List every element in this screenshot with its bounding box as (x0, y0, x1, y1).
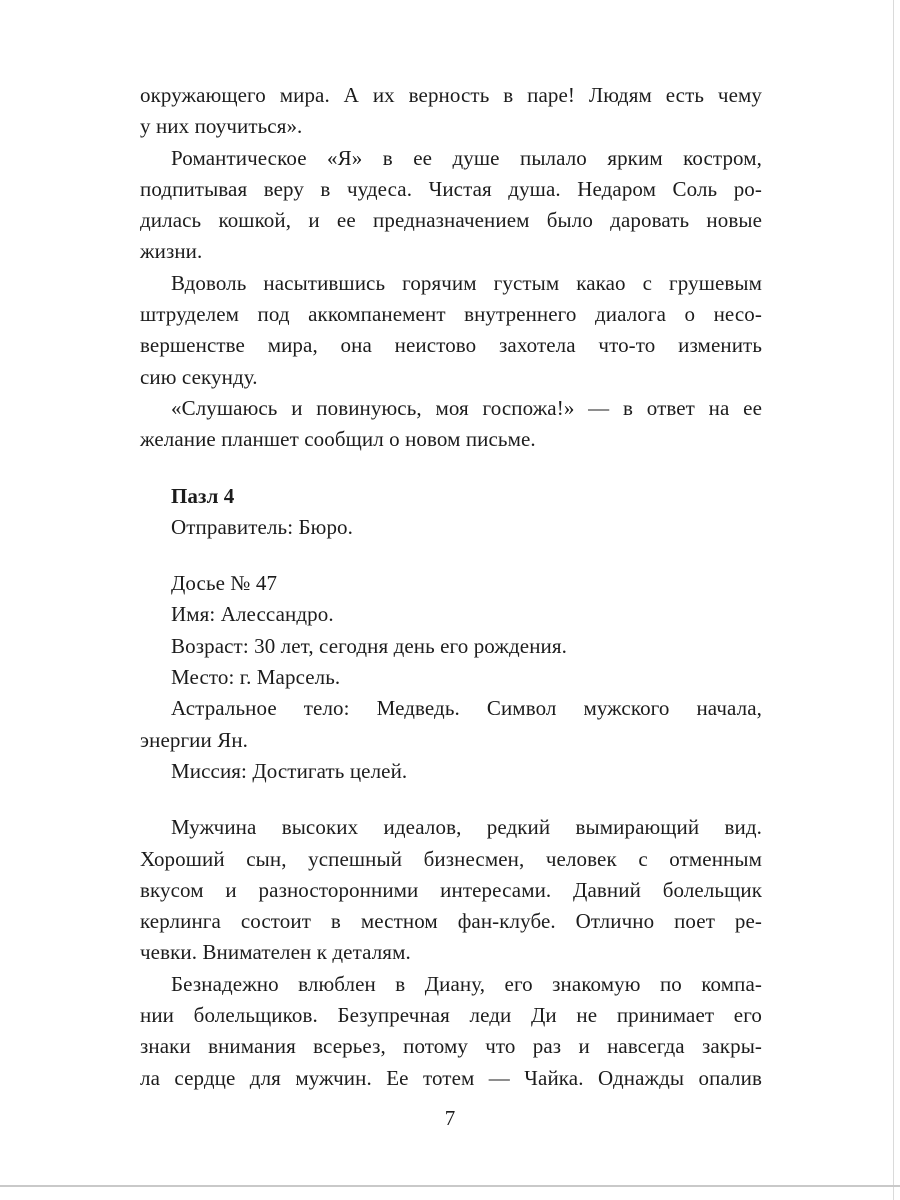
text-line: жизни. (140, 239, 203, 264)
text-line: вкусом и разносторонними интересами. Давний болельщик (140, 877, 762, 902)
paragraph-gap (140, 456, 762, 481)
text-line: керлинга состоит в местном фан-клубе. Отлично поет ре- (140, 909, 762, 934)
paragraph-continuation (140, 80, 762, 143)
page-text (140, 80, 762, 1094)
text-line: дилась кошкой, и ее предназначением было даровать новые (140, 208, 762, 233)
text-line: подпитывая веру в чудеса. Чистая душа. Недаром Соль ро- (140, 176, 762, 201)
text-line: Миссия: Достигать целей. (171, 758, 408, 783)
text-line: окружающего мира. А их верность в паре! Людям есть чему (140, 83, 762, 107)
text-line: Имя: Алессандро. (171, 602, 334, 627)
paragraph (140, 969, 762, 1094)
text-line: чевки. Внимателен к деталям. (140, 940, 411, 965)
paragraph (140, 268, 762, 393)
text-line: Досье № 47 (171, 571, 278, 596)
text-line: сию секунду. (140, 364, 258, 389)
paragraph (140, 812, 762, 968)
text-line: Возраст: 30 лет, сегодня день его рождения. (171, 633, 567, 658)
text-line: Романтическое «Я» в ее душе пылало ярким костром, (171, 145, 762, 170)
text-line: Мужчина высоких идеалов, редкий вымирающий вид. (171, 815, 762, 840)
page-edge-bottom (0, 1185, 900, 1187)
text-line: знаки внимания всерьез, потому что раз и навсегда закры- (140, 1034, 762, 1059)
text-line: Вдоволь насытившись горячим густым какао с грушевым (171, 270, 762, 295)
paragraph (140, 393, 762, 456)
paragraph-gap (140, 787, 762, 812)
text-line: желание планшет сообщил о новом письме. (140, 427, 536, 452)
text-line: Место: г. Марсель. (171, 665, 341, 690)
page-edge-right (893, 0, 894, 1200)
text-line: ла сердце для мужчин. Ее тотем — Чайка. Однажды опалив (140, 1065, 762, 1090)
page-number: 7 (444, 1106, 456, 1130)
dossier-block (140, 568, 762, 787)
section-heading-block (140, 481, 762, 544)
text-line: штруделем под аккомпанемент внутреннего диалога о несо- (140, 302, 762, 327)
paragraph-gap (140, 543, 762, 568)
text-line: Безнадежно влюблен в Диану, его знакомую по компа- (171, 971, 762, 996)
text-line: Астральное тело: Медведь. Символ мужского начала, (171, 696, 762, 721)
text-line: нии болельщиков. Безупречная леди Ди не принимает его (140, 1003, 762, 1028)
text-line: у них поучиться». (140, 114, 303, 139)
paragraph (140, 143, 762, 268)
text-line: «Слушаюсь и повинуюсь, моя госпожа!» — в ответ на ее (171, 395, 762, 420)
text-line: вершенстве мира, она неистово захотела что-то изменить (140, 333, 762, 358)
text-line: Отправитель: Бюро. (171, 514, 353, 539)
section-heading-line: Пазл 4 (171, 483, 235, 508)
text-line: энергии Ян. (140, 727, 249, 752)
text-line: Хороший сын, успешный бизнесмен, человек с отменным (140, 846, 762, 871)
